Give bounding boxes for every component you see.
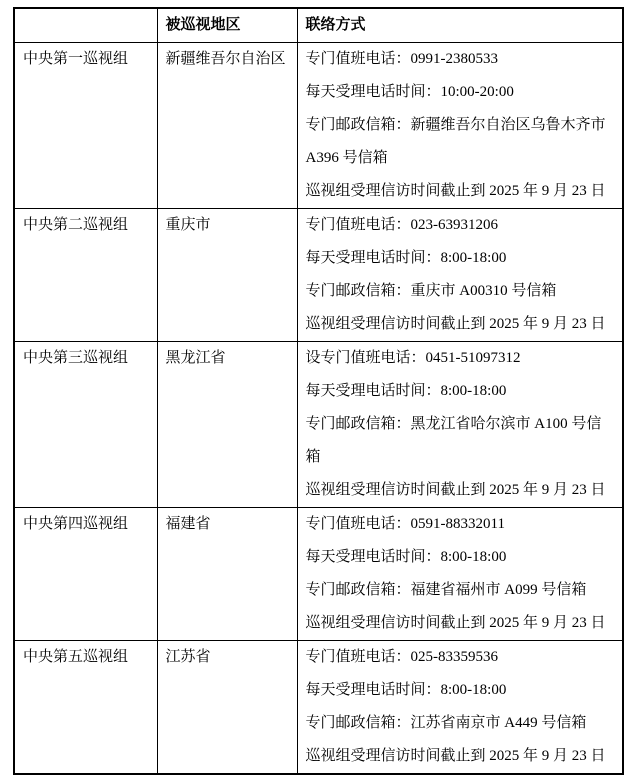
contact-deadline-line: 巡视组受理信访时间截止到 2025 年 9 月 23 日 xyxy=(305,183,606,199)
contact-cell xyxy=(297,342,623,508)
group-name xyxy=(14,43,157,209)
contact-phone-line: 专门值班电话：023-63931206 xyxy=(305,217,498,233)
region-name xyxy=(157,508,297,641)
contact-mailbox-line: 专门邮政信箱：新疆维吾尔自治区乌鲁木齐市 A396 号信箱 xyxy=(305,117,606,166)
contact-deadline-line: 巡视组受理信访时间截止到 2025 年 9 月 23 日 xyxy=(305,748,606,764)
contact-hours-line: 每天受理电话时间：8:00-18:00 xyxy=(305,250,507,266)
region-name-text: 黑龙江省 xyxy=(165,350,226,366)
group-name xyxy=(14,342,157,508)
contact-hours-line: 每天受理电话时间：10:00-20:00 xyxy=(305,84,514,100)
group-name-text: 中央第二巡视组 xyxy=(23,217,129,233)
contact-deadline-line: 巡视组受理信访时间截止到 2025 年 9 月 23 日 xyxy=(305,615,606,631)
region-name xyxy=(157,209,297,342)
contact-cell xyxy=(297,508,623,641)
contact-mailbox-line: 专门邮政信箱：江苏省南京市 A449 号信箱 xyxy=(305,715,587,731)
table-row xyxy=(14,43,623,209)
region-name-text: 江苏省 xyxy=(165,649,211,665)
region-name xyxy=(157,342,297,508)
contact-hours-line: 每天受理电话时间：8:00-18:00 xyxy=(305,383,507,399)
contact-hours-line: 每天受理电话时间：8:00-18:00 xyxy=(305,549,507,565)
contact-cell xyxy=(297,209,623,342)
group-name-text: 中央第五巡视组 xyxy=(23,649,129,665)
group-name-text: 中央第三巡视组 xyxy=(23,350,129,366)
group-name xyxy=(14,508,157,641)
inspection-contact-table xyxy=(13,7,624,775)
contact-phone-line: 设专门值班电话：0451-51097312 xyxy=(305,350,521,366)
contact-cell xyxy=(297,43,623,209)
group-name-text: 中央第四巡视组 xyxy=(23,516,129,532)
contact-mailbox-line: 专门邮政信箱：黑龙江省哈尔滨市 A100 号信箱 xyxy=(305,416,602,465)
group-name xyxy=(14,209,157,342)
contact-mailbox-line: 专门邮政信箱：福建省福州市 A099 号信箱 xyxy=(305,582,587,598)
region-name-text: 重庆市 xyxy=(165,217,211,233)
contact-cell xyxy=(297,641,623,775)
group-name xyxy=(14,641,157,775)
table-row xyxy=(14,209,623,342)
contact-phone-line: 专门值班电话：0991-2380533 xyxy=(305,51,498,67)
header-group xyxy=(14,8,157,43)
region-name xyxy=(157,641,297,775)
table-row xyxy=(14,508,623,641)
region-name-text: 福建省 xyxy=(165,516,211,532)
page xyxy=(0,7,633,764)
region-name-text: 新疆维吾尔自治区 xyxy=(165,51,286,67)
contact-phone-line: 专门值班电话：025-83359536 xyxy=(305,649,498,665)
header-contact: 联络方式 xyxy=(297,8,623,43)
contact-phone-line: 专门值班电话：0591-88332011 xyxy=(305,516,505,532)
table-row xyxy=(14,641,623,775)
contact-hours-line: 每天受理电话时间：8:00-18:00 xyxy=(305,682,507,698)
contact-deadline-line: 巡视组受理信访时间截止到 2025 年 9 月 23 日 xyxy=(305,316,606,332)
table-header-row xyxy=(14,8,623,43)
region-name xyxy=(157,43,297,209)
contact-deadline-line: 巡视组受理信访时间截止到 2025 年 9 月 23 日 xyxy=(305,482,606,498)
table-row xyxy=(14,342,623,508)
contact-mailbox-line: 专门邮政信箱：重庆市 A00310 号信箱 xyxy=(305,283,557,299)
header-region: 被巡视地区 xyxy=(157,8,297,43)
group-name-text: 中央第一巡视组 xyxy=(23,51,129,67)
